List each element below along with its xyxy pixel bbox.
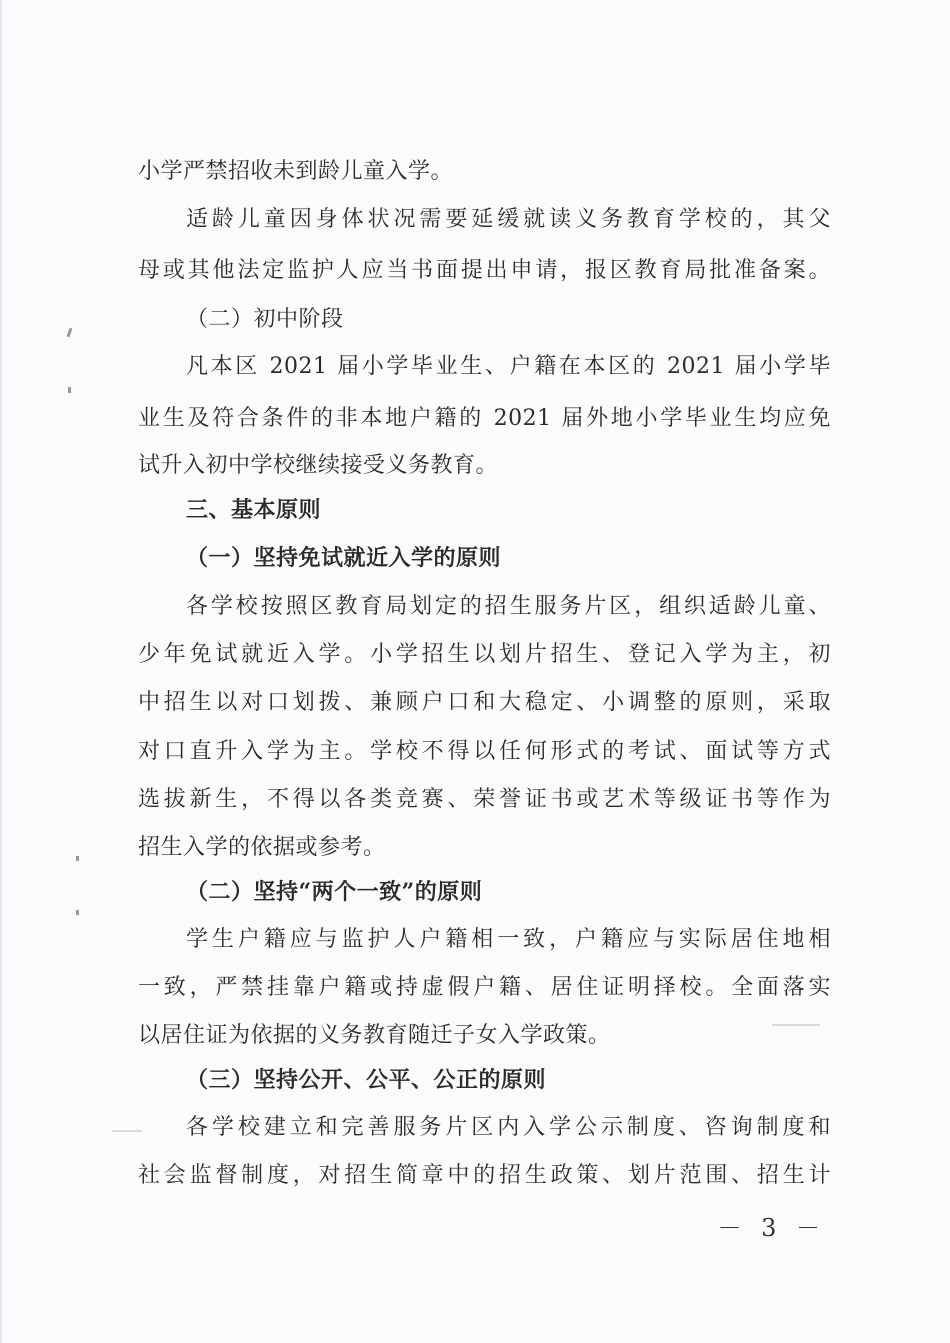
text-line-22: 社会监督制度，对招生简章中的招生政策、划片范围、招生计	[138, 1163, 831, 1188]
text-line-11: 少年免试就近入学。小学招生以划片招生、登记入学为主，初	[138, 642, 831, 667]
scan-speck	[68, 387, 71, 393]
text-line-1: 小学严禁招收未到龄儿童入学。	[138, 159, 454, 184]
text-line-14: 选拔新生，不得以各类竞赛、荣誉证书或艺术等级证书等作为	[138, 787, 831, 812]
text-line-6: 业生及符合条件的非本地户籍的 2021 届外地小学毕业生均应免	[138, 406, 831, 431]
text-line-12: 中招生以对口划拨、兼顾户口和大稳定、小调整的原则，采取	[138, 690, 831, 715]
subheading-principle-1: （一）坚持免试就近入学的原则	[186, 545, 502, 571]
scan-speck	[76, 856, 79, 861]
scan-speck	[67, 328, 73, 337]
subheading-principle-2: （二）坚持“两个一致”的原则	[186, 879, 483, 905]
scan-speck	[772, 1024, 820, 1026]
text-line-5: 凡本区 2021 届小学毕业生、户籍在本区的 2021 届小学毕	[186, 354, 831, 379]
text-line-3: 母或其他法定监护人应当书面提出申请，报区教育局批准备案。	[138, 258, 831, 283]
section-heading-junior-high: （二）初中阶段	[186, 307, 344, 332]
text-line-7: 试升入初中学校继续接受义务教育。	[138, 453, 499, 478]
text-line-13: 对口直升入学为主。学校不得以任何形式的考试、面试等方式	[138, 739, 831, 764]
text-line-19: 以居住证为依据的义务教育随迁子女入学政策。	[138, 1023, 611, 1048]
subheading-principle-3: （三）坚持公开、公平、公正的原则	[186, 1067, 547, 1093]
text-line-18: 一致，严禁挂靠户籍或持虚假户籍、居住证明择校。全面落实	[138, 975, 831, 1000]
text-line-21: 各学校建立和完善服务片区内入学公示制度、咨询制度和	[186, 1115, 831, 1140]
scan-speck	[112, 1130, 142, 1132]
scan-speck	[76, 910, 79, 915]
section-heading-basic-principles: 三、基本原则	[186, 497, 322, 523]
text-line-17: 学生户籍应与监护人户籍相一致，户籍应与实际居住地相	[186, 927, 831, 952]
text-line-15: 招生入学的依据或参考。	[138, 835, 386, 860]
text-line-10: 各学校按照区教育局划定的招生服务片区，组织适龄儿童、	[186, 594, 831, 619]
text-line-2: 适龄儿童因身体状况需要延缓就读义务教育学校的，其父	[186, 207, 831, 232]
page-number: － 3 －	[717, 1214, 826, 1242]
